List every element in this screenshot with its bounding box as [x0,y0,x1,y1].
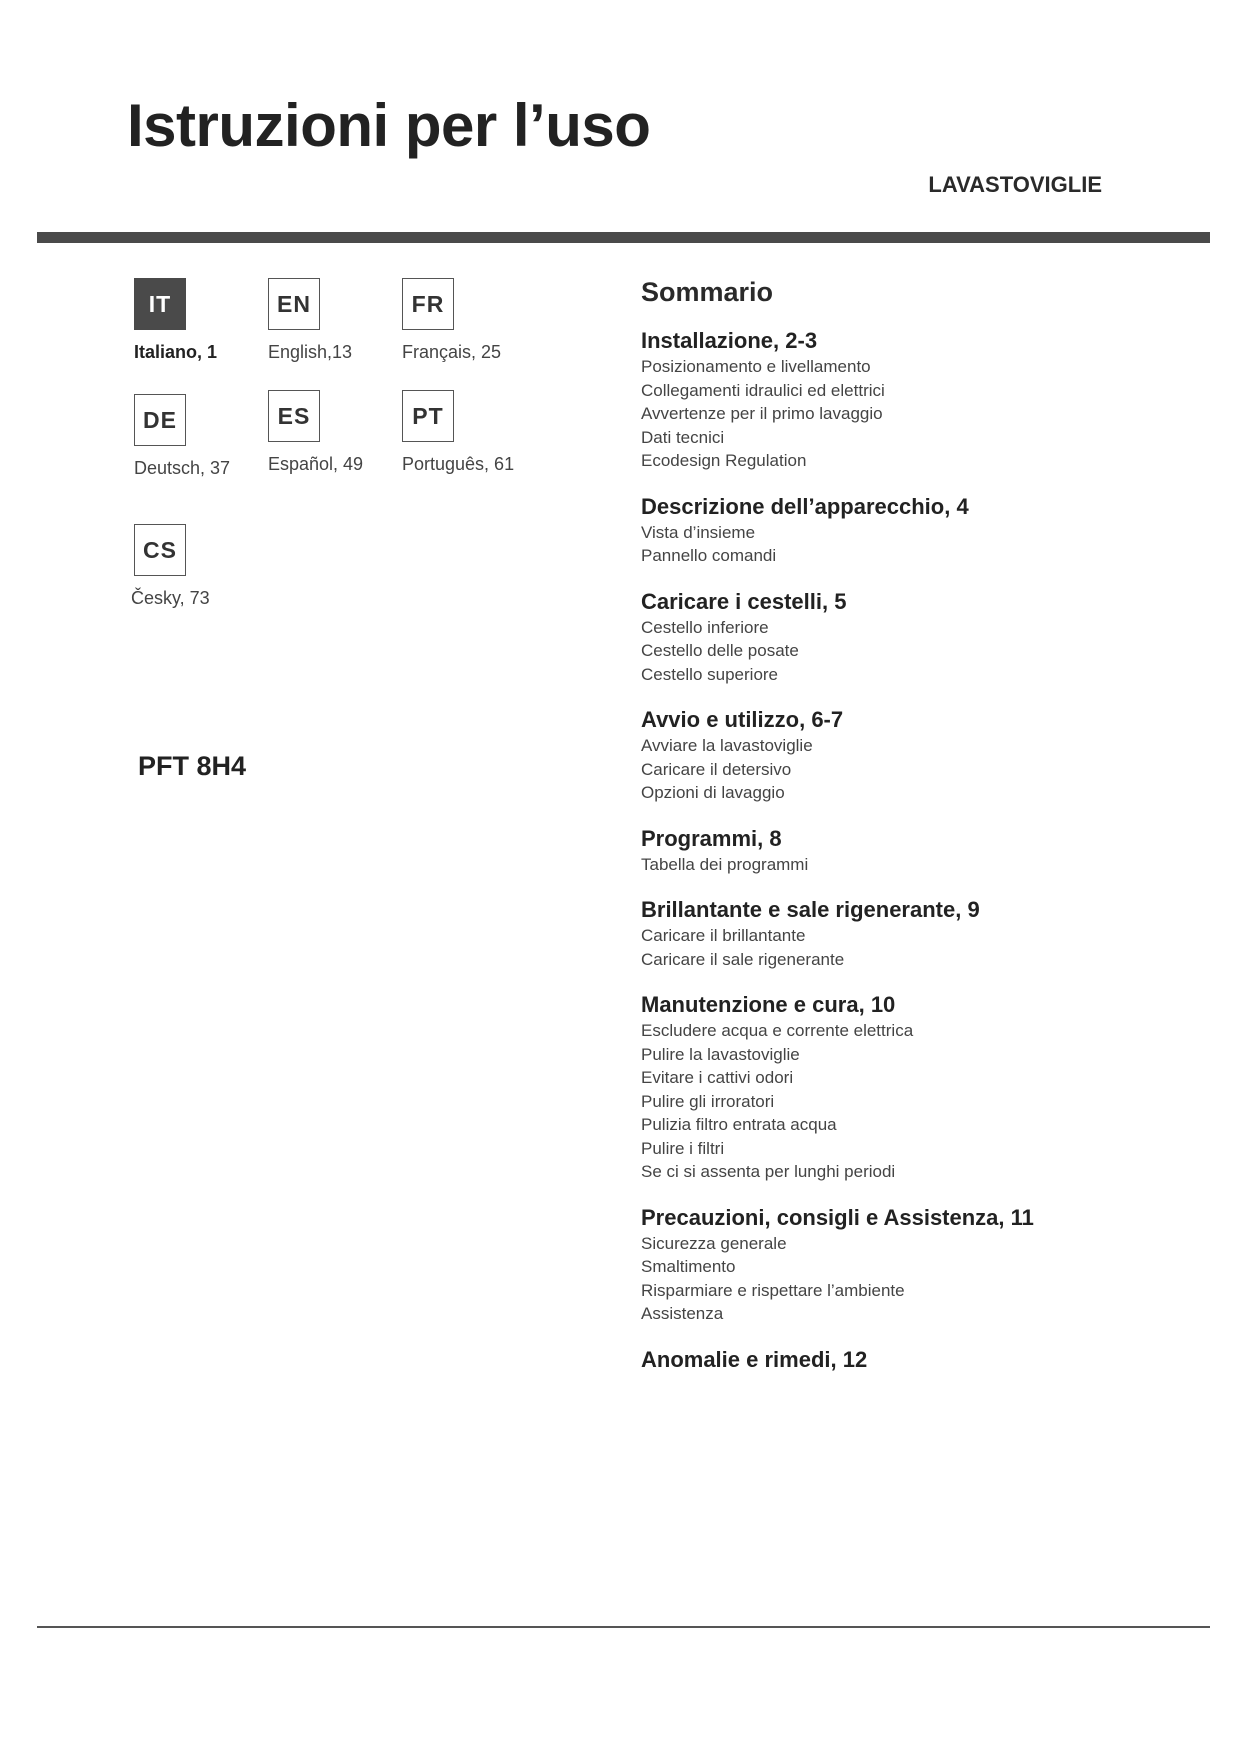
toc-item[interactable]: Cestello inferiore [641,617,769,637]
toc-item[interactable]: Caricare il brillantante [641,926,806,945]
bottom-divider [37,1626,1210,1628]
toc-item[interactable]: Smaltimento [641,1257,736,1276]
language-label: English,13 [268,342,353,362]
language-code-box[interactable]: ES [268,390,320,442]
toc-section-descrizione [641,494,1201,568]
toc-item[interactable]: Caricare il sale rigenerante [641,949,845,969]
language-it[interactable] [134,278,274,363]
toc-item[interactable]: Posizionamento e livellamento [641,357,871,376]
toc-section-programmi [641,826,1201,877]
toc-item[interactable]: Pulizia filtro entrata acqua [641,1115,837,1134]
toc-section-heading[interactable]: Descrizione dell’apparecchio, 4 [641,493,969,519]
toc-title: Sommario [641,277,774,307]
toc-item[interactable]: Dati tecnici [641,427,725,447]
toc-section-heading[interactable]: Avvio e utilizzo, 6-7 [641,707,844,732]
toc-item[interactable]: Pulire gli irroratori [641,1091,775,1111]
toc-section-heading[interactable]: Installazione, 2-3 [641,328,818,353]
toc-item[interactable]: Se ci si assenta per lunghi periodi [641,1162,896,1181]
toc-item[interactable]: Evitare i cattivi odori [641,1068,794,1087]
toc-item[interactable]: Avviare la lavastoviglie [641,736,813,755]
top-divider [37,232,1210,243]
language-fr[interactable] [402,278,542,363]
toc-section-precauzioni [641,1205,1201,1326]
language-code-box[interactable]: IT [134,278,186,330]
toc-item[interactable]: Escludere acqua e corrente elettrica [641,1021,914,1040]
toc-item[interactable]: Opzioni di lavaggio [641,783,785,802]
language-label: Português, 61 [402,454,515,474]
language-label: Español, 49 [268,454,364,474]
language-label: Deutsch, 37 [134,458,231,478]
table-of-contents [641,276,1201,1394]
language-code-box[interactable]: CS [134,524,186,576]
toc-section-manutenzione [641,992,1201,1184]
language-pt[interactable] [402,390,542,475]
toc-item[interactable]: Sicurezza generale [641,1233,787,1253]
language-en[interactable] [268,278,408,363]
toc-section-heading[interactable]: Caricare i cestelli, 5 [641,588,847,614]
toc-section-heading[interactable]: Brillantante e sale rigenerante, 9 [641,897,980,922]
toc-section-cestelli [641,589,1201,687]
language-code-box[interactable]: FR [402,278,454,330]
page-title: Istruzioni per l’uso [127,92,651,159]
language-de[interactable] [134,394,274,479]
toc-item[interactable]: Ecodesign Regulation [641,451,807,470]
language-code-box[interactable]: EN [268,278,320,330]
toc-item[interactable]: Caricare il detersivo [641,759,792,779]
language-label: Česky, 73 [131,588,210,608]
toc-item[interactable]: Pulire la lavastoviglie [641,1044,800,1064]
toc-section-heading[interactable]: Programmi, 8 [641,825,782,851]
toc-item[interactable]: Risparmiare e rispettare l’ambiente [641,1280,905,1300]
toc-item[interactable]: Collegamenti idraulici ed elettrici [641,380,885,400]
language-label: Français, 25 [402,342,502,362]
model-number: PFT 8H4 [138,751,247,781]
toc-section-heading[interactable]: Manutenzione e cura, 10 [641,992,896,1017]
toc-item[interactable]: Assistenza [641,1304,724,1323]
language-code-box[interactable]: DE [134,394,186,446]
toc-section-installazione [641,328,1201,473]
toc-item[interactable]: Cestello delle posate [641,641,799,660]
toc-item[interactable]: Pulire i filtri [641,1138,725,1158]
toc-section-avvio [641,707,1201,805]
language-code-box[interactable]: PT [402,390,454,442]
product-type: LAVASTOVIGLIE [928,172,1102,197]
toc-item[interactable]: Vista d’insieme [641,522,756,542]
toc-item[interactable]: Pannello comandi [641,546,777,565]
toc-item[interactable]: Cestello superiore [641,664,779,684]
toc-item[interactable]: Avvertenze per il primo lavaggio [641,404,883,423]
language-label: Italiano, 1 [134,342,218,362]
toc-section-heading[interactable]: Precauzioni, consigli e Assistenza, 11 [641,1204,1034,1230]
toc-section-heading[interactable]: Anomalie e rimedi, 12 [641,1346,868,1372]
toc-section-anomalie [641,1347,1201,1373]
toc-item[interactable]: Tabella dei programmi [641,854,809,874]
language-es[interactable] [268,390,408,475]
language-cs[interactable] [131,524,274,609]
toc-section-brillantante [641,897,1201,971]
